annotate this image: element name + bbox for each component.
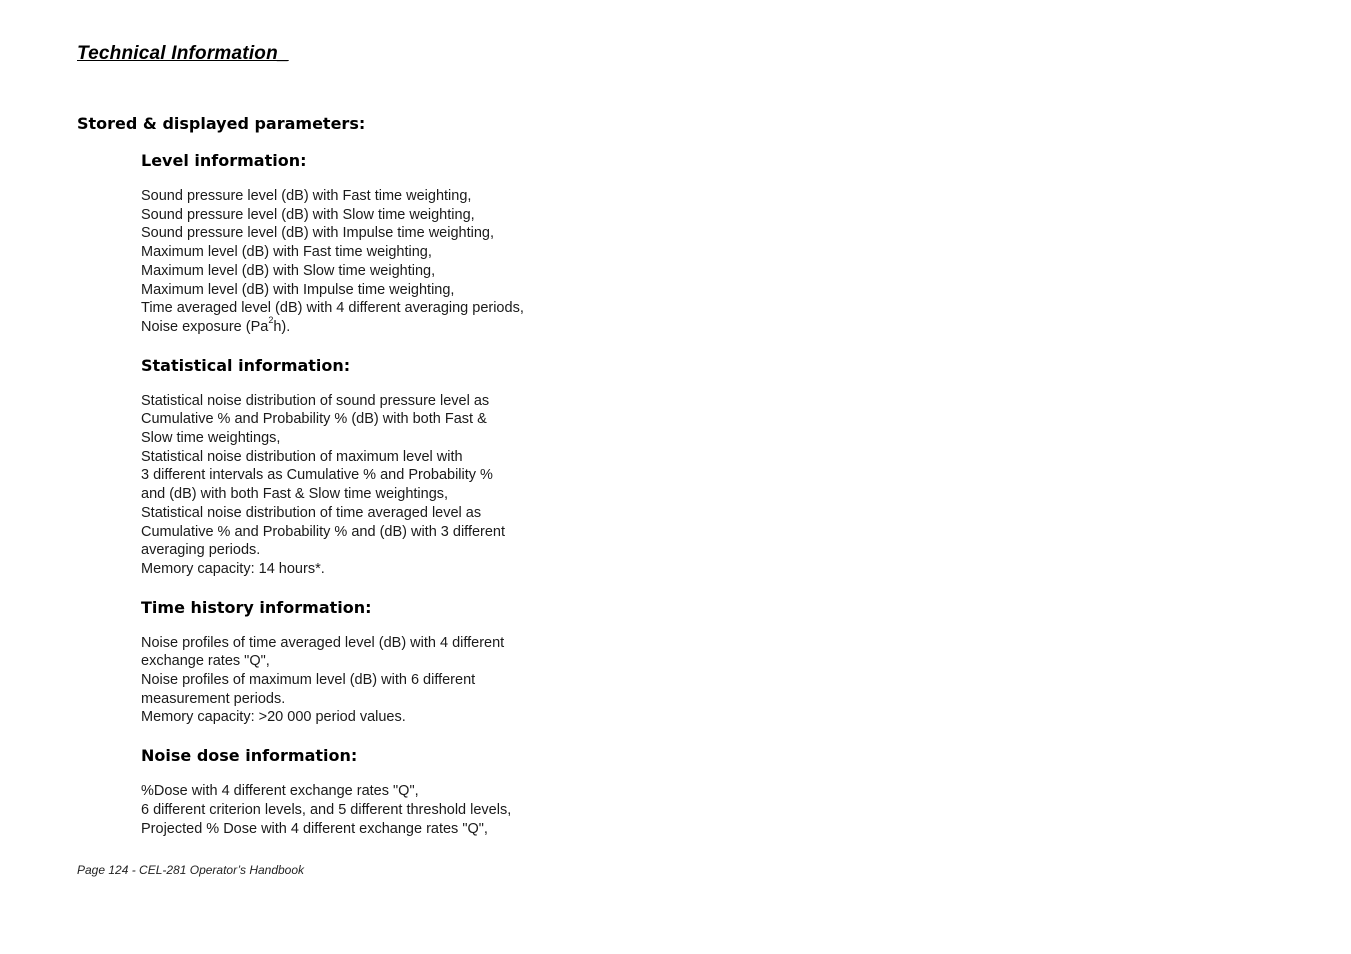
noise-exposure-suffix: h). [273,318,291,335]
parameters-content [141,150,601,856]
statistical-info-line: Statistical noise distribution of maximum level with [141,448,463,465]
level-info-line: Sound pressure level (dB) with Fast time weighting, [141,188,472,204]
statistical-info-line: Cumulative % and Probability % and (dB) with 3 different [141,523,506,540]
noise-dose-info-line: 6 different criterion levels, and 5 different threshold levels, [141,801,512,818]
noise-exposure-superscript: 2 [268,315,274,326]
level-info-line: Sound pressure level (dB) with Impulse time weighting, [141,225,494,242]
time-history-information-text [141,634,601,728]
level-information-text [141,187,601,337]
section-heading-stored-parameters: Stored & displayed parameters: [77,114,366,133]
statistical-information-text [141,392,601,579]
time-history-info-line: exchange rates "Q", [141,653,270,670]
time-history-info-line: Noise profiles of maximum level (dB) with 6 different [141,672,476,689]
page-footer: Page 124 - CEL-281 Operator’s Handbook [77,863,305,877]
level-info-line: Maximum level (dB) with Slow time weighting, [141,262,436,279]
level-information-heading: Level information: [141,151,307,170]
level-info-line: Maximum level (dB) with Impulse time weighting, [141,281,455,298]
statistical-info-line: Statistical noise distribution of sound pressure level as [141,392,490,409]
noise-exposure-prefix: Noise exposure (Pa [141,318,269,335]
statistical-info-line: Cumulative % and Probability % (dB) with both Fast & [141,411,487,428]
noise-dose-info-line: %Dose with 4 different exchange rates "Q", [141,783,419,800]
time-history-info-line: Noise profiles of time averaged level (dB) with 4 different [141,634,505,651]
noise-exposure-line [141,315,601,337]
statistical-info-line: 3 different intervals as Cumulative % and Probability % [141,467,493,484]
noise-dose-information-heading: Noise dose information: [141,746,358,766]
noise-dose-information-text [141,782,601,838]
level-info-line: Time averaged level (dB) with 4 different averaging periods, [141,300,524,317]
noise-dose-info-line: Projected % Dose with 4 different exchange rates "Q", [141,820,488,837]
time-history-information-heading: Time history information: [141,597,372,617]
statistical-info-line: averaging periods. [141,542,261,559]
statistical-info-line: Memory capacity: 14 hours*. [141,560,325,577]
level-info-line: Maximum level (dB) with Fast time weighting, [141,244,432,261]
time-history-info-line: Memory capacity: >20 000 period values. [141,709,406,726]
level-info-line: Sound pressure level (dB) with Slow time weighting, [141,206,475,223]
statistical-info-line: Statistical noise distribution of time averaged level as [141,504,482,521]
time-history-info-line: measurement periods. [141,690,286,707]
statistical-info-line: Slow time weightings, [141,430,281,447]
statistical-information-heading: Statistical information: [141,355,351,375]
statistical-info-line: and (dB) with both Fast & Slow time weightings, [141,486,449,503]
page-title: Technical Information_ [77,43,289,64]
